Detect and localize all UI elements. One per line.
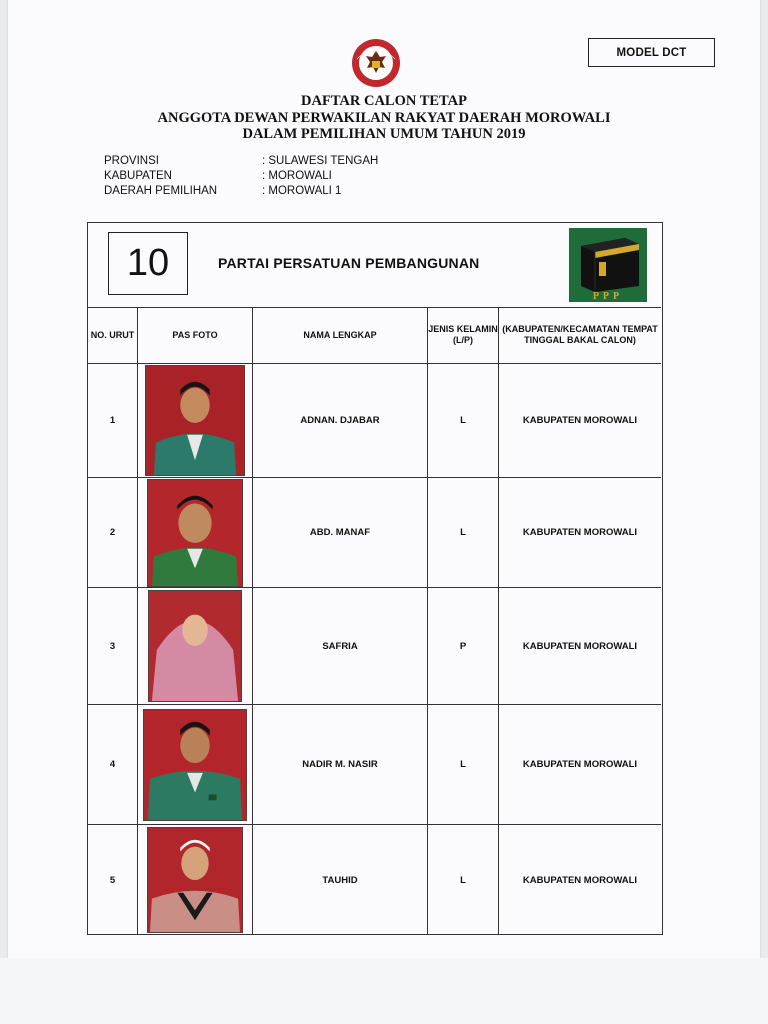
party-header	[88, 223, 661, 308]
meta-regency	[104, 169, 378, 184]
table-row	[88, 364, 661, 478]
candidate-name: ADNAN. DJABAR	[253, 364, 428, 477]
candidate-gender: L	[428, 705, 499, 824]
table-row	[88, 478, 661, 588]
meta-label: PROVINSI	[104, 155, 159, 167]
meta-value: : SULAWESI TENGAH	[262, 155, 379, 167]
candidate-no: 3	[88, 588, 138, 704]
table-header-row	[88, 307, 661, 364]
candidate-photo	[148, 590, 242, 702]
col-header-residence: (KABUPATEN/KECAMATAN TEMPAT TINGGAL BAKAL CALON)	[502, 324, 658, 345]
col-header-gender: JENIS KELAMIN (L/P)	[428, 307, 499, 363]
title-line-2: ANGGOTA DEWAN PERWAKILAN RAKYAT DAERAH MOROWALI	[157, 109, 611, 126]
form-code-box: MODEL DCT	[588, 38, 715, 67]
candidate-photo	[147, 827, 243, 933]
party-number: 10	[108, 232, 188, 295]
col-header-name: NAMA LENGKAP	[253, 307, 428, 363]
candidate-residence: KABUPATEN MOROWALI	[522, 874, 638, 886]
photo-cell	[138, 825, 253, 935]
party-name: PARTAI PERSATUAN PEMBANGUNAN	[218, 255, 480, 271]
scan-margin	[0, 958, 768, 1024]
col-header-photo: PAS FOTO	[138, 307, 253, 363]
meta-district	[104, 184, 378, 199]
candidate-residence: KABUPATEN MOROWALI	[522, 415, 638, 426]
meta-label: KABUPATEN	[104, 170, 172, 182]
col-header-no: NO. URUT	[88, 307, 138, 363]
candidate-name: NADIR M. NASIR	[253, 705, 428, 824]
candidate-gender: L	[428, 825, 499, 935]
candidate-gender: L	[428, 478, 499, 587]
candidate-no: 1	[88, 364, 138, 477]
meta-province	[104, 154, 378, 169]
candidate-no: 5	[88, 825, 138, 935]
candidate-photo	[147, 479, 243, 587]
meta-value: : MOROWALI	[262, 170, 332, 182]
candidate-photo	[143, 709, 247, 821]
meta-value: : MOROWALI 1	[262, 185, 342, 197]
svg-text:PPP: PPP	[592, 291, 624, 302]
title-line-1: DAFTAR CALON TETAP	[301, 93, 467, 109]
candidate-residence: KABUPATEN MOROWALI	[522, 640, 638, 652]
table-row	[88, 588, 661, 705]
candidate-name: TAUHID	[253, 825, 428, 935]
candidate-residence: KABUPATEN MOROWALI	[522, 759, 638, 770]
ppp-kaaba-logo	[569, 228, 647, 302]
meta-label: DAERAH PEMILIHAN	[104, 185, 218, 197]
photo-cell	[138, 364, 253, 477]
candidate-residence: KABUPATEN MOROWALI	[522, 527, 638, 538]
candidate-name: ABD. MANAF	[253, 478, 428, 587]
photo-cell	[138, 588, 253, 704]
candidate-no: 4	[88, 705, 138, 824]
candidate-table	[87, 222, 663, 935]
table-row	[88, 825, 661, 935]
candidate-no: 2	[88, 478, 138, 587]
table-row	[88, 705, 661, 825]
kpu-emblem-logo	[349, 37, 403, 89]
candidate-gender: L	[428, 364, 499, 477]
candidate-name: SAFRIA	[253, 588, 428, 704]
election-meta	[104, 154, 378, 199]
title-line-3: DALAM PEMILIHAN UMUM TAHUN 2019	[242, 126, 526, 142]
document-title	[0, 93, 768, 143]
photo-cell	[138, 705, 253, 824]
candidate-photo	[145, 365, 245, 476]
photo-cell	[138, 478, 253, 587]
candidate-gender: P	[428, 588, 499, 704]
